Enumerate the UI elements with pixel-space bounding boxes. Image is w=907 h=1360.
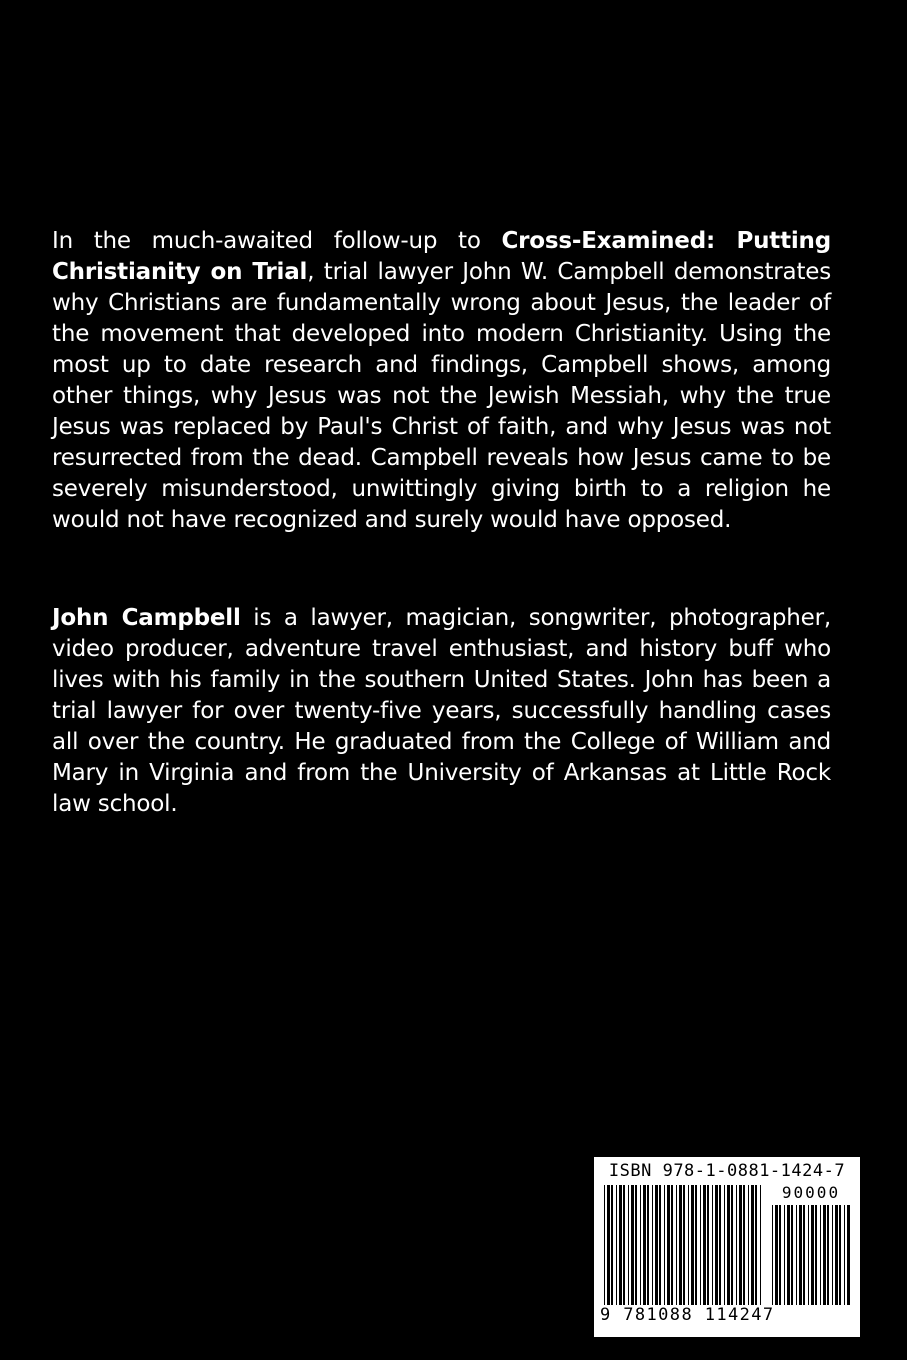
barcode-bar [691,1185,694,1325]
barcode-bar [832,1205,833,1305]
ean-barcode-bars [604,1185,764,1325]
barcode-bar [815,1205,817,1305]
barcode-bar [784,1205,785,1305]
barcode-bar [647,1185,649,1325]
barcode-bar [755,1185,757,1325]
barcode-bar [835,1205,838,1305]
price-code: 90000 [781,1183,841,1202]
bio-body: is a lawyer, magician, songwriter, photographer, video producer, adventure travel enthusiast, and history buff who lives with his family in the southern United States. John has been a trial lawyer for over twenty-five years, successfully handling cases all over the country. He graduated from the College of William and Mary in Virginia and from the University of Arkansas at Little Rock law school. [52,605,831,817]
barcode-bar [664,1185,665,1325]
barcode-bar [655,1185,658,1325]
barcode-bar [688,1185,689,1325]
barcode-bar [623,1185,625,1325]
barcode-bar [707,1185,709,1325]
barcode-bar [799,1205,802,1305]
barcode-bar [712,1185,713,1325]
barcode-bar [736,1185,737,1325]
ean-digits: 9 781088 114247 [600,1305,775,1325]
barcode-bar [631,1185,634,1325]
barcode-bar [611,1185,613,1325]
barcode-bar [811,1205,814,1305]
barcode-bar [760,1185,761,1325]
barcode-bar [820,1205,821,1305]
barcode-bar [739,1185,742,1325]
barcode-bar [787,1205,790,1305]
author-name: John Campbell [52,605,241,631]
synopsis-intro: In the much-awaited follow-up to [52,228,502,254]
barcode-bar [803,1205,805,1305]
barcode-bar [679,1185,682,1325]
barcode-bar [751,1185,754,1325]
barcode-bar [743,1185,745,1325]
barcode-bar [604,1185,605,1325]
barcode-bar [652,1185,653,1325]
book-title: Cross-Examined: Putting Christianity on Trial [52,228,831,285]
barcode-bar [659,1185,661,1325]
barcode-bar [844,1205,845,1305]
barcode-bar [683,1185,685,1325]
barcode-bar [731,1185,733,1325]
barcode-bar [772,1205,773,1305]
author-bio-paragraph [52,603,831,820]
barcode-bar [724,1185,725,1325]
barcode-bar [619,1185,622,1325]
isbn-barcode [594,1157,860,1337]
barcode-bar [643,1185,646,1325]
barcode-bar [791,1205,793,1305]
synopsis-paragraph [52,226,831,536]
barcode-bar [676,1185,677,1325]
barcode-bar [748,1185,749,1325]
barcode-bar [827,1205,829,1305]
barcode-bar [695,1185,697,1325]
barcode-bar [808,1205,809,1305]
barcode-bar [775,1205,778,1305]
barcode-bar [616,1185,617,1325]
barcode-bar [607,1185,610,1325]
barcode-bar [700,1185,701,1325]
barcode-bar [823,1205,826,1305]
barcode-bar [779,1205,781,1305]
synopsis-body: , trial lawyer John W. Campbell demonstrates why Christians are fundamentally wrong about Jesus, the leader of the movement that developed into modern Christianity. Using the most up to date research and findings, Campbell shows, among other things, why Jesus was not the Jewish Messiah, why the true Jesus was replaced by Paul's Christ of faith, and why Jesus was not resurrected from the dead. Campbell reveals how Jesus came to be severely misunderstood, unwittingly giving birth to a religion he would not have recognized and surely would have opposed. [52,259,831,533]
isbn-label: ISBN 978-1-0881-1424-7 [608,1161,846,1181]
barcode-bar [671,1185,673,1325]
barcode-bar [703,1185,706,1325]
barcode-bar [839,1205,841,1305]
barcode-bar [628,1185,629,1325]
price-addon-bars [772,1205,850,1305]
barcode-bar [796,1205,797,1305]
barcode-bar [635,1185,637,1325]
barcode-bar [715,1185,718,1325]
barcode-bar [719,1185,721,1325]
barcode-bar [667,1185,670,1325]
barcode-bar [640,1185,641,1325]
barcode-bar [727,1185,730,1325]
barcode-bar [847,1205,850,1305]
